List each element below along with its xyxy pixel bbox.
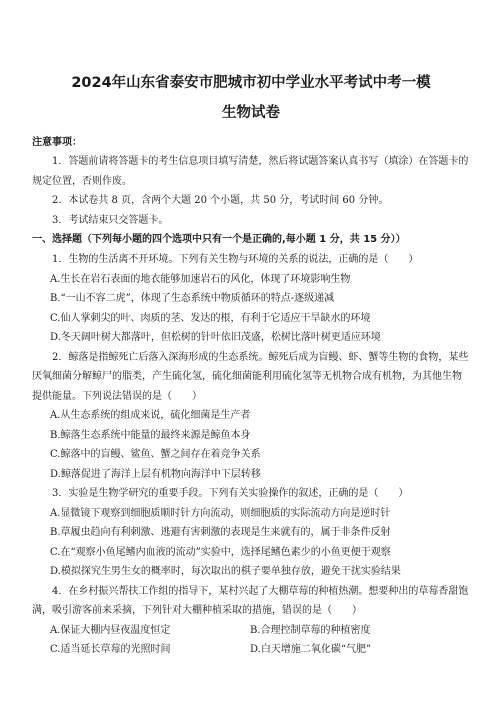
- exam-subject: 生物试卷: [222, 105, 280, 121]
- option-b: B.草履虫趋向有利刺激、逃避有害刺激的表现是生来就有的，属于非条件反射: [50, 527, 391, 538]
- question-3: [32, 484, 470, 582]
- option-a: A.显微镜下观察到细胞质顺时针方向流动，则细胞质的实际流动方向是逆时针: [50, 507, 391, 519]
- question-1: [32, 250, 470, 348]
- question-4: [32, 582, 470, 660]
- option-c: C.仙人掌刺尖的叶、肉质的茎、发达的根，有利于它适应干旱缺水的环境: [50, 312, 371, 324]
- option-d: D.冬天阔叶树大都落叶，但松树的针叶依旧茂盛，松树比落叶树更适应环境: [50, 332, 381, 343]
- notice-block: [32, 133, 470, 230]
- option-a: A.保证大棚内昼夜温度恒定: [50, 624, 171, 636]
- option-b: B.鲸落生态系统中能量的最终来源是鲸鱼本身: [50, 429, 251, 441]
- question-2: [32, 348, 470, 485]
- option-a: A.生长在岩石表面的地衣能够加速岩石的风化，体现了环境影响生物: [50, 273, 351, 285]
- question-stem: 4．在乡村振兴帮扶工作组的指导下，某村兴起了大棚草莓的种植热潮。想要种出的草莓香甜饱满，吸引游客前来采摘，下列针对大棚种植采取的措施，错误的是（ ）: [32, 585, 469, 616]
- option-b: B.合理控制草莓的种植密度: [250, 624, 371, 636]
- option-c: C.适当延长草莓的光照时间: [50, 644, 171, 655]
- option-d: D.鲸落促进了海洋上层有机物向海洋中下层转移: [50, 468, 261, 480]
- option-row: [32, 640, 470, 660]
- exam-title: 2024年山东省泰安市肥城市初中学业水平考试中考一模: [71, 75, 431, 91]
- option-row: [32, 621, 470, 641]
- notice-item: 3．考试结束只交答题卡。: [52, 214, 169, 226]
- notice-heading: 注意事项：: [32, 137, 82, 148]
- option-b: B.“一山不容二虎”，体现了生态系统中物质循环的特点-逐级递减: [50, 293, 335, 304]
- question-stem: 2．鲸落是指鲸死亡后落入深海形成的生态系统。鲸死后成为盲鳗、虾、蟹等生物的食物，某些厌氧细菌分解鲸尸的脂类，产生硫化氢，硫化细菌能利用硫化氢等无机物合成有机物，为其他生物提供能量。下列说法错误的是（ ）: [32, 351, 469, 402]
- notice-item: 1．答题前请将答题卡的考生信息项目填写清楚，然后将试题答案认真书写（填涂）在答题卡的规定位置，否则作废。: [32, 156, 469, 187]
- option-a: A.从生态系统的组成来说，硫化细菌是生产者: [50, 410, 251, 421]
- question-stem: 1．生物的生活离不开环境。下列有关生物与环境的关系的说法，正确的是（ ）: [52, 254, 419, 265]
- question-stem: 3．实验是生物学研究的重要手段。下列有关实验操作的叙述，正确的是（ ）: [52, 488, 409, 499]
- option-d: D.白天增施二氧化碳“气肥”: [250, 644, 372, 655]
- option-c: C.在“观察小鱼尾鳍内血液的流动”实验中，选择尾鳍色素少的小鱼更便于观察: [50, 546, 391, 558]
- option-c: C.鲸落中的盲鳗、鲨鱼、蟹之间存在着竞争关系: [50, 449, 261, 460]
- section-heading: 一、选择题（下列每小题的四个选项中只有一个是正确的,每小题 1 分，共 15 分））: [32, 234, 406, 245]
- option-d: D.模拟探究生男生女的概率时，每次取出的棋子要单独存放，避免干扰实验结果: [50, 566, 401, 577]
- notice-item: 2．本试卷共 8 页，含两个大题 20 个小题，共 50 分，考试时间 60 分钟。: [52, 195, 389, 206]
